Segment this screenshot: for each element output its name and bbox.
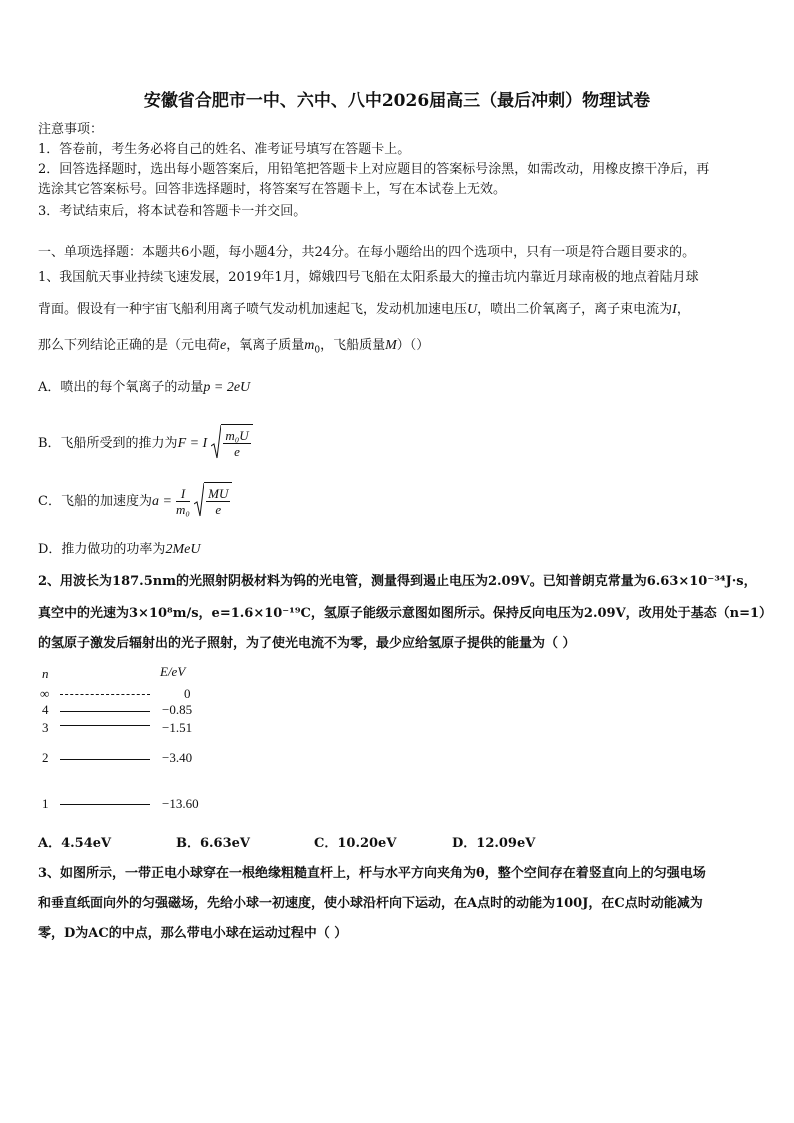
- level-n: 2: [42, 750, 49, 765]
- level-n: 4: [42, 702, 49, 717]
- notice-heading: 注意事项：: [38, 122, 104, 137]
- q1-option-b: B．飞船所受到的推力为F = I $\frac{\text{m₀U}}{e}$: [38, 424, 758, 464]
- q3-stem-line2: 和垂直纸面向外的匀强磁场，先给小球一初速度，使小球沿杆向下运动，在A点时的动能为100J，在C点时动能减为: [38, 896, 703, 911]
- notice-item-2-cont: 选涂其它答案标号。回答非选择题时，将答案写在答题卡上，写在本试卷上无效。: [38, 182, 507, 197]
- level-energy: 0: [184, 686, 191, 701]
- level-line-2: [60, 759, 150, 760]
- q1-option-d: D．推力做功的功率为2MeU: [38, 542, 201, 557]
- section-heading: 一、单项选择题：本题共6小题，每小题4分，共24分。在每小题给出的四个选项中，只有一项是符合题目要求的。: [38, 245, 696, 260]
- diagram-n-label: n: [42, 666, 49, 681]
- level-energy: −3.40: [162, 750, 193, 765]
- q1-option-a: A．喷出的每个氧离子的动量p = 2eU: [38, 380, 251, 395]
- level-line-inf: [60, 694, 150, 695]
- level-energy: −0.85: [162, 702, 193, 717]
- q2-stem-line3: 的氢原子激发后辐射出的光子照射，为了使光电流不为零，最少应给氢原子提供的能量为（ ）: [38, 636, 576, 651]
- sqrt-c: $\frac{MU}{e}$: [194, 482, 232, 521]
- level-n: 1: [42, 796, 49, 811]
- level-energy: −1.51: [162, 720, 193, 735]
- q2-stem-line1: 2、用波长为187.5nm的光照射阴极材料为钨的光电管，测量得到遏止电压为2.09V。已知普朗克常量为6.63×10⁻³⁴J·s，: [38, 574, 757, 589]
- level-n: 3: [42, 720, 49, 735]
- level-line-3: [60, 725, 150, 726]
- q2-option-c: C．10.20eV: [314, 836, 397, 851]
- notice-item-3: 3．考试结束后，将本试卷和答题卡一并交回。: [38, 204, 307, 219]
- q3-stem-line3: 零，D为AC的中点，那么带电小球在运动过程中（ ）: [38, 926, 348, 941]
- q2-option-b: B．6.63eV: [176, 836, 251, 851]
- q2-stem-line2: 真空中的光速为3×10⁸m/s，e=1.6×10⁻¹⁹C，氢原子能级示意图如图所示。保持反向电压为2.09V，改用处于基态（n=1）: [38, 606, 773, 621]
- q3-stem-line1: 3、如图所示，一带正电小球穿在一根绝缘粗糙直杆上，杆与水平方向夹角为θ，整个空间存在着竖直向上的匀强电场: [38, 866, 706, 881]
- energy-level-diagram: [38, 662, 278, 822]
- level-line-1: [60, 804, 150, 805]
- symbol-U: U: [467, 302, 478, 317]
- diagram-energy-label: E/eV: [160, 664, 186, 679]
- q1-stem-line1: 1、我国航天事业持续飞速发展，2019年1月，嫦娥四号飞船在太阳系最大的撞击坑内靠近月球南极的地点着陆月球: [38, 270, 699, 285]
- notice-item-2: 2．回答选择题时，选出每小题答案后，用铅笔把答题卡上对应题目的答案标号涂黑，如需改动，用橡皮擦干净后，再: [38, 162, 710, 177]
- level-line-4: [60, 711, 150, 712]
- q1-option-c: C．飞船的加速度为a = $\frac{I}{\text{m₀}}$ $\frac{MU}{e}$: [38, 482, 758, 522]
- symbol-e: e: [220, 338, 227, 353]
- notice-item-1: 1．答卷前，考生务必将自己的姓名、准考证号填写在答题卡上。: [38, 142, 411, 157]
- q1-stem-line2: 背面。假设有一种宇宙飞船利用离子喷气发动机加速起飞，发动机加速电压U，喷出二价氧离子，离子束电流为I，: [38, 302, 690, 317]
- q2-option-d: D．12.09eV: [452, 836, 536, 851]
- q2-option-a: A．4.54eV: [38, 836, 112, 851]
- level-energy: −13.60: [162, 796, 199, 811]
- level-n: ∞: [40, 686, 50, 701]
- symbol-m0: m: [304, 338, 315, 353]
- symbol-M: M: [385, 338, 397, 353]
- symbol-I: I: [672, 302, 677, 317]
- q1-stem-line3: 那么下列结论正确的是（元电荷e，氧离子质量$m_0$，飞船质量M）（）: [38, 338, 430, 356]
- sqrt-b: $\frac{\text{m₀U}}{e}$: [211, 424, 252, 463]
- page-title: 安徽省合肥市一中、六中、八中2026届高三（最后冲刺）物理试卷: [143, 91, 651, 111]
